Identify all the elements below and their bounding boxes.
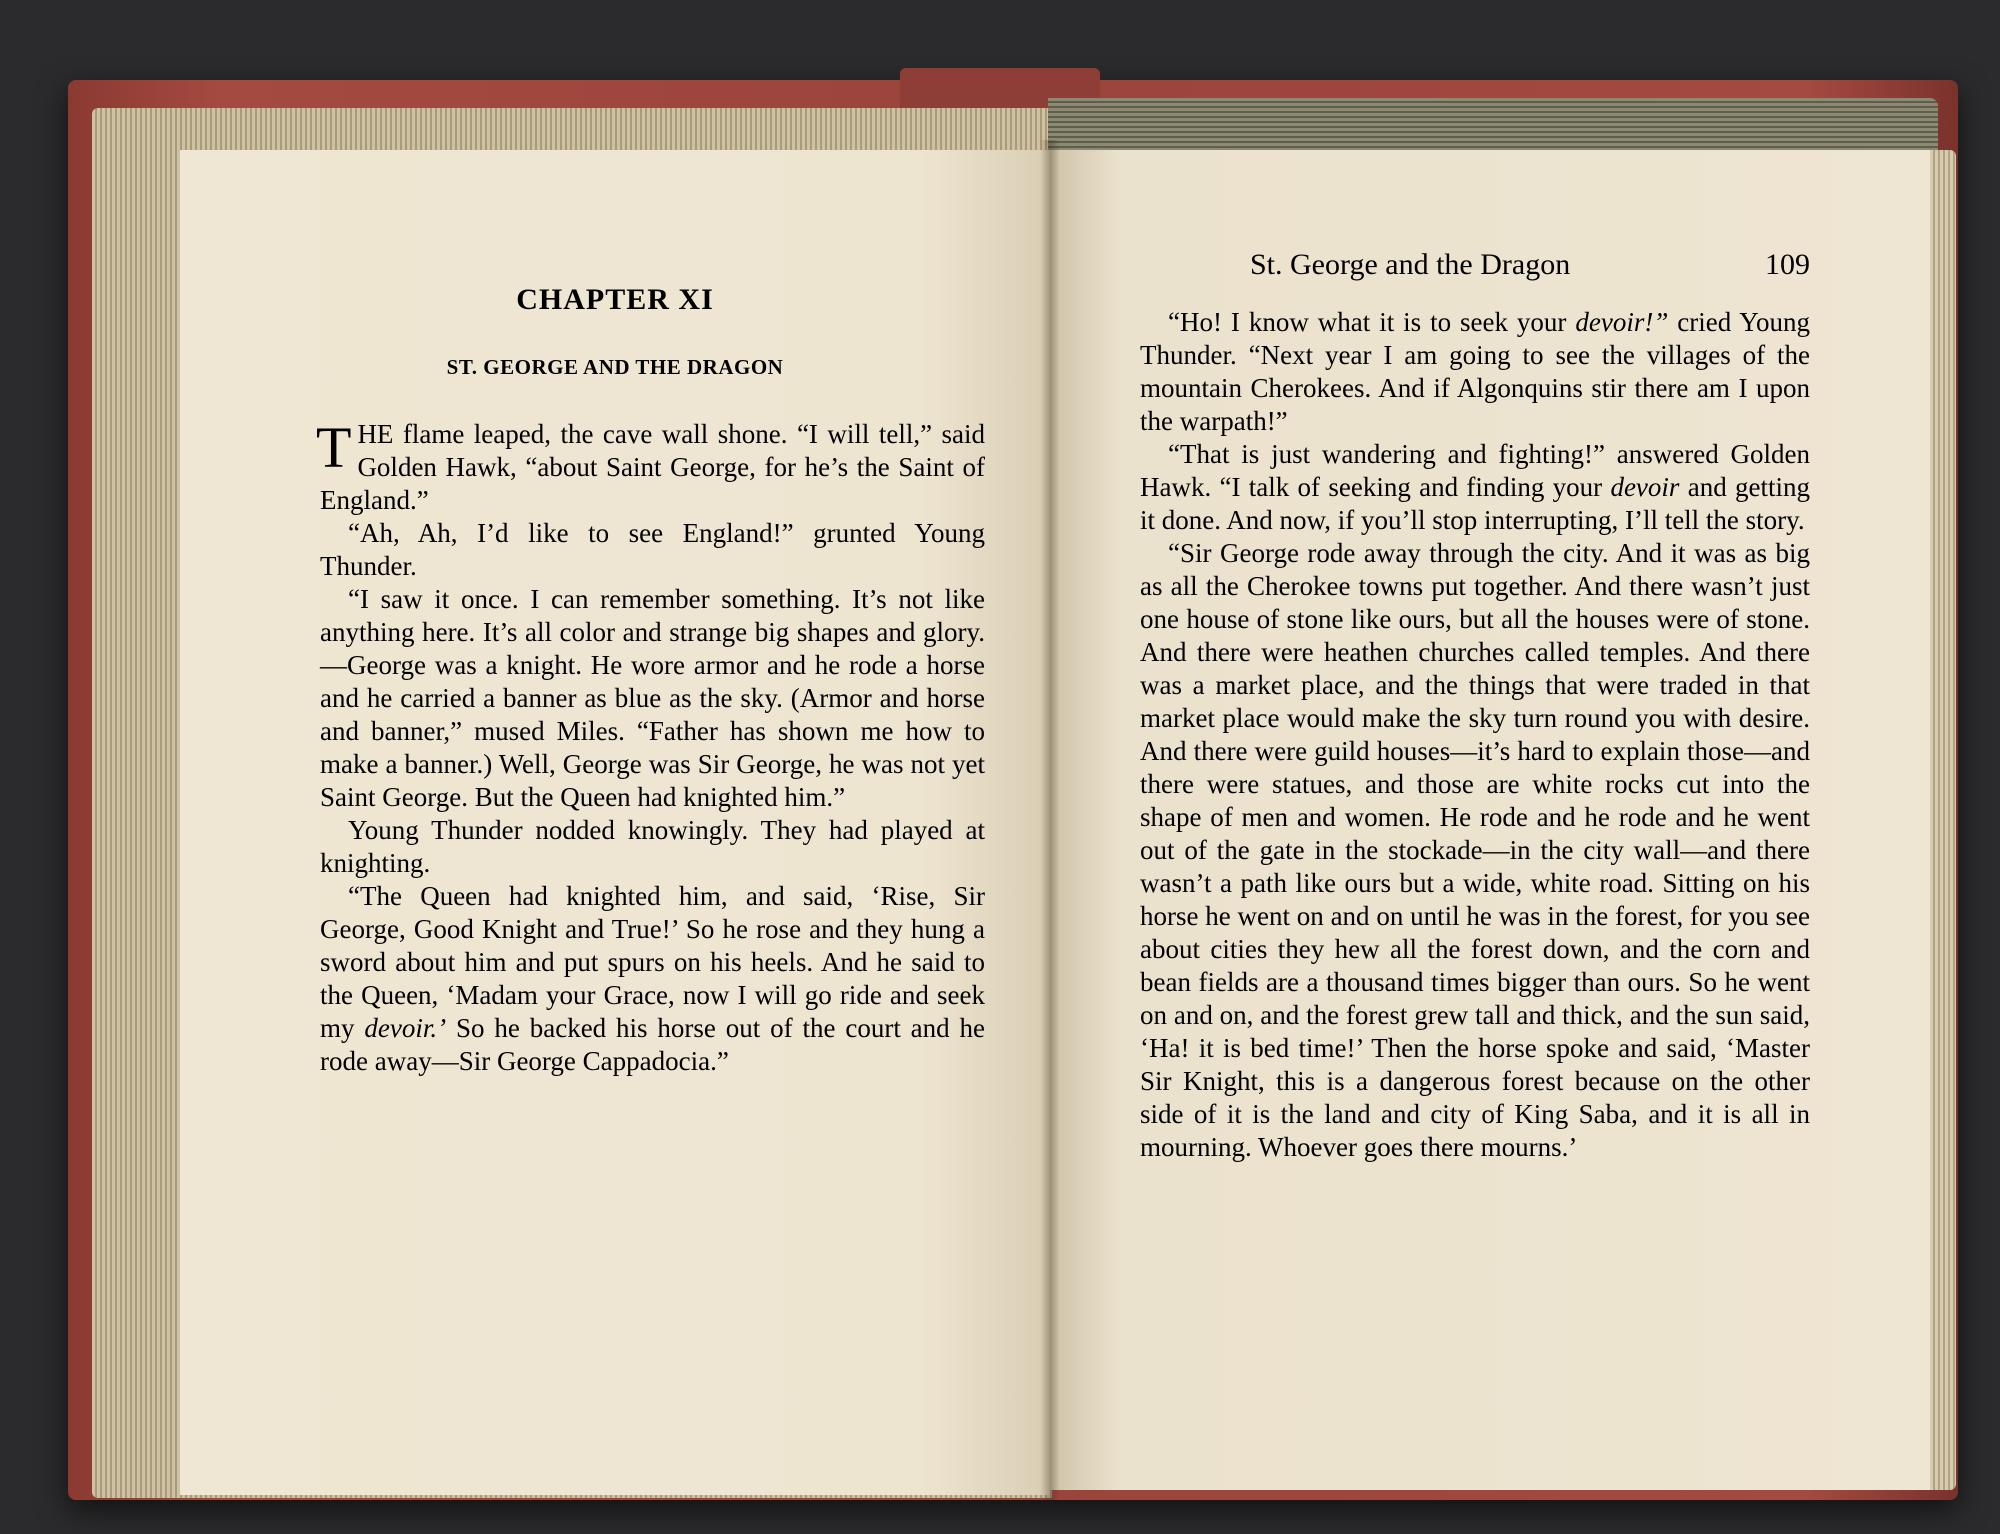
paragraph: “Ho! I know what it is to seek your devoir!” cried Young Thunder. “Next year I am going to see the villages of the mountain Cherokees. And if Algonquins stir there am I upon the warpath!” xyxy=(1140,307,1810,436)
page-number: 109 xyxy=(1765,248,1810,281)
paragraph: “That is just wandering and fighting!” answered Golden Hawk. “I talk of seeking and finding your devoir and getting it done. And now, if you’ll stop interrupting, I’ll tell the story. xyxy=(1140,439,1810,535)
running-head-title: St. George and the Dragon xyxy=(1250,248,1571,281)
paragraph: THE flame leaped, the cave wall shone. “I will tell,” said Golden Hawk, “about Saint George, for he’s the Saint of England.” xyxy=(316,415,985,515)
drop-cap: T xyxy=(316,415,352,480)
chapter-subtitle: ST. GEORGE AND THE DRAGON xyxy=(446,355,784,379)
right-page-top-edges xyxy=(1048,98,1938,158)
right-page-body xyxy=(1140,306,1810,1164)
paragraph: “The Queen had knighted him, and said, ‘Rise, Sir George, Good Knight and True!’ So he rose and they hung a sword about him and put spurs on his heels. And he said to the Queen, ‘Madam your Grace, now I will go ride and seek my devoir.’ So he backed his horse out of the court and he rode away—Sir George Cappadocia.” xyxy=(320,881,986,1076)
left-page-body xyxy=(316,415,986,1078)
paragraph: “Ah, Ah, I’d like to see England!” grunted Young Thunder. xyxy=(320,518,985,581)
chapter-title: CHAPTER XI xyxy=(516,283,714,316)
book-gutter xyxy=(1040,140,1060,1500)
paragraph: “I saw it once. I can remember something. It’s not like anything here. It’s all color and strange big shapes and glory.—George was a knight. He wore armor and he rode a horse and he carried a banner as blue as the sky. (Armor and horse and banner,” mused Miles. “Father has shown me how to make a banner.) Well, George was Sir George, he was not yet Saint George. But the Queen had knighted him.” xyxy=(320,584,985,812)
paragraph: “Sir George rode away through the city. And it was as big as all the Cherokee towns put together. And there wasn’t just one house of stone like ours, but all the houses were of stone. And there were heathen churches called temples. And there was a market place, and the things that were traded in that market place would make the sky turn round you with desire. And there were guild houses—it’s hard to explain those—and there were statues, and those are white rocks cut into the shape of men and women. He rode and he rode and he went out of the gate in the stockade—in the city wall—and there wasn’t a path like ours but a wide, white road. Sitting on his horse he went on and on until he was in the forest, for you see about cities they hew all the forest down, and the corn and bean fields are a thousand times bigger than ours. So he went on and on, and the forest grew tall and thick, and the sun said, ‘Ha! it is bed time!’ Then the horse spoke and said, ‘Master Sir Knight, this is a dangerous forest because on the other side of it is the land and city of King Saba, and it is all in mourning. Whoever goes there mourns.’ xyxy=(1140,538,1810,1162)
running-head xyxy=(1250,248,1810,282)
paragraph: Young Thunder nodded knowingly. They had played at knighting. xyxy=(320,815,985,878)
